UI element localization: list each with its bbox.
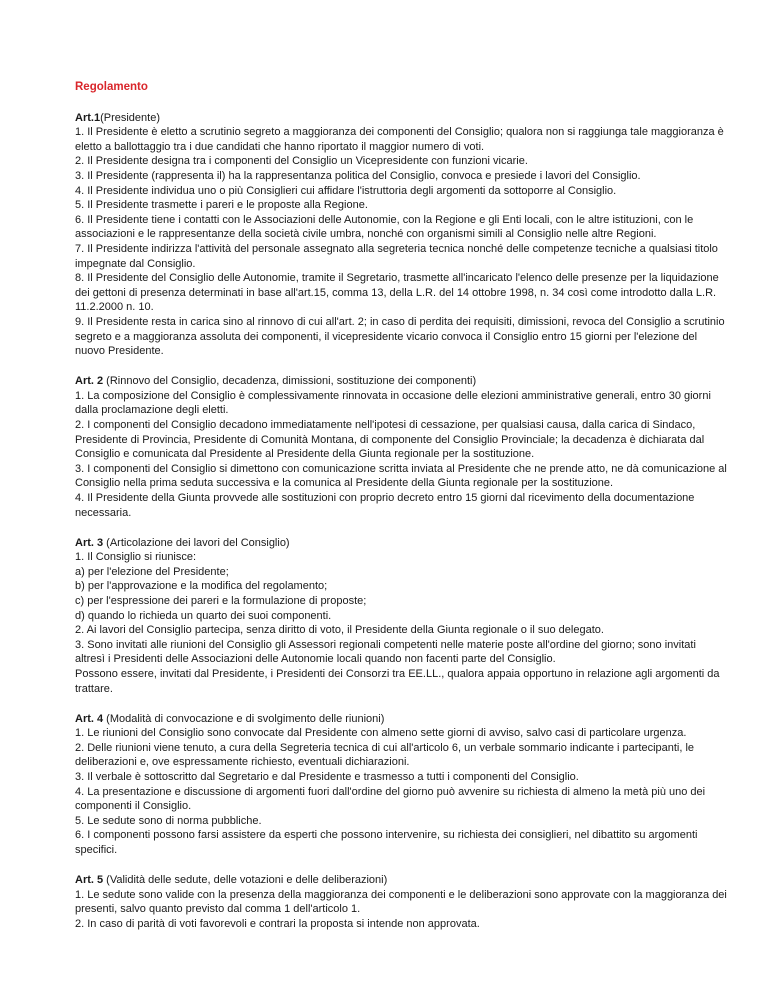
article-number: Art. 4 — [75, 712, 104, 725]
article-paragraph: 1. Il Consiglio si riunisce: — [75, 551, 197, 564]
article-heading — [75, 374, 728, 389]
article-heading — [75, 111, 728, 126]
article-paragraph: 9. Il Presidente resta in carica sino al rinnovo di cui all'art. 2; in caso di perdita dei requisiti, dimissioni, revoca del Consiglio a scrutinio segreto e a maggioranza assoluta dei componenti, il vicepresidente vicario convoca il Consiglio entro 15 giorni per l'elezione del nuovo Presidente. — [75, 315, 725, 358]
article-paragraph: 3. Il Presidente (rappresenta il) ha la rappresentanza politica del Consiglio, convoca e presiede i lavori del Consiglio. — [75, 169, 641, 182]
article-subject: (Validità delle sedute, delle votazioni e delle deliberazioni) — [103, 874, 388, 887]
article-list-item: d) quando lo richieda un quarto dei suoi componenti. — [75, 609, 332, 622]
article-paragraph: 6. Il Presidente tiene i contatti con le Associazioni delle Autonomie, con la Regione e gli Enti locali, con le altre istituzioni, con le associazioni e le rappresentanze della società civile umbra, nonché con organismi simili al Consiglio nelle altre Regioni. — [75, 213, 694, 241]
article-heading — [75, 712, 728, 727]
article-subject: (Modalità di convocazione e di svolgimento delle riunioni) — [103, 712, 385, 725]
article-paragraph: 1. Le sedute sono valide con la presenza della maggioranza dei componenti e le deliberazioni sono approvate con la maggioranza dei presenti, salvo quanto previsto dal comma 1 dell'articolo 1. — [75, 888, 727, 916]
article-4 — [75, 712, 728, 858]
article-subject: (Presidente) — [100, 111, 160, 124]
article-paragraph: 2. In caso di parità di voti favorevoli e contrari la proposta si intende non approvata. — [75, 917, 480, 930]
article-paragraph: 7. Il Presidente indirizza l'attività del personale assegnato alla segreteria tecnica nonché delle competenze tecniche a qualsiasi titolo impegnate dal Consiglio. — [75, 242, 718, 270]
article-number: Art. 2 — [75, 375, 104, 388]
article-number: Art. 3 — [75, 536, 104, 549]
article-paragraph: 8. Il Presidente del Consiglio delle Autonomie, tramite il Segretario, trasmette all'incaricato l'elenco delle presenze per la liquidazione dei gettoni di presenza determinati in base all'art.15, comma 13, della L.R. del 14 ottobre 1998, n. 34 così come introdotto dalla L.R. 11.2.2000 n. 10. — [75, 272, 719, 314]
article-paragraph: 1. Le riunioni del Consiglio sono convocate dal Presidente con almeno sette giorni di avviso, salvo casi di particolare urgenza. — [75, 727, 687, 740]
article-5 — [75, 873, 728, 931]
article-1 — [75, 111, 728, 359]
article-3 — [75, 536, 728, 697]
article-paragraph: 4. La presentazione e discussione di argomenti fuori dall'ordine del giorno può avvenire su richiesta di almeno la metà più uno dei componenti il Consiglio. — [75, 785, 706, 813]
article-paragraph: 2. Delle riunioni viene tenuto, a cura della Segreteria tecnica di cui all'articolo 6, un verbale sommario indicante i partecipanti, le deliberazioni e, ove espressamente richiesto, eventuali dichiarazioni. — [75, 741, 695, 769]
article-subject: (Rinnovo del Consiglio, decadenza, dimissioni, sostituzione dei componenti) — [103, 375, 477, 388]
article-paragraph: Possono essere, invitati dal Presidente, i Presidenti dei Consorzi tra EE.LL., qualora appaia opportuno in relazione agli argomenti da trattare. — [75, 667, 720, 695]
article-list-item: a) per l'elezione del Presidente; — [75, 565, 229, 578]
article-list-item: b) per l'approvazione e la modifica del regolamento; — [75, 580, 328, 593]
article-paragraph: 2. Il Presidente designa tra i componenti del Consiglio un Vicepresidente con funzioni vicarie. — [75, 155, 528, 168]
article-paragraph: 5. Le sedute sono di norma pubbliche. — [75, 814, 262, 827]
article-heading — [75, 536, 728, 551]
article-number: Art. 5 — [75, 874, 104, 887]
article-paragraph: 3. I componenti del Consiglio si dimettono con comunicazione scritta inviata al Presidente che ne prende atto, ne dà comunicazione al Consiglio nella prima seduta successiva e la comunica al Presidente della Giunta regionale per la sostituzione. — [75, 462, 727, 490]
article-paragraph: 2. I componenti del Consiglio decadono immediatamente nell'ipotesi di cessazione, per qualsiasi causa, dalla carica di Sindaco, Presidente di Provincia, Presidente di Comunità Montana, di componente del Consiglio Provinciale; la decadenza è dichiarata dal Consiglio e comunicata dal Presidente al Presidente della Giunta regionale per la sostituzione. — [75, 418, 705, 461]
document-title: Regolamento — [75, 81, 148, 93]
article-paragraph: 4. Il Presidente individua uno o più Consiglieri cui affidare l'istruttoria degli argomenti da sottoporre al Consiglio. — [75, 184, 617, 197]
article-paragraph: 2. Ai lavori del Consiglio partecipa, senza diritto di voto, il Presidente della Giunta regionale o il suo delegato. — [75, 624, 604, 637]
article-paragraph: 1. Il Presidente è eletto a scrutinio segreto a maggioranza dei componenti del Consiglio; qualora non si raggiunga tale maggioranza è eletto a ballottaggio tra i due candidati che hanno riportato il maggior numero di voti. — [75, 126, 724, 153]
article-paragraph: 1. La composizione del Consiglio è complessivamente rinnovata in occasione delle elezioni amministrative generali, entro 30 giorni dalla proclamazione degli eletti. — [75, 389, 711, 417]
article-2 — [75, 374, 728, 520]
article-paragraph: 5. Il Presidente trasmette i pareri e le proposte alla Regione. — [75, 199, 368, 212]
article-number: Art.1 — [75, 111, 101, 124]
article-paragraph: 3. Sono invitati alle riunioni del Consiglio gli Assessori regionali competenti nelle materie poste all'ordine del giorno; sono invitati altresì i Presidenti delle Associazioni delle Autonomie locali quando non facenti parte del Consiglio. — [75, 638, 696, 666]
article-heading — [75, 873, 728, 888]
article-list-item: c) per l'espressione dei pareri e la formulazione di proposte; — [75, 595, 367, 607]
article-paragraph: 3. Il verbale è sottoscritto dal Segretario e dal Presidente e trasmesso a tutti i componenti del Consiglio. — [75, 771, 579, 784]
article-subject: (Articolazione dei lavori del Consiglio) — [103, 536, 290, 549]
article-paragraph: 6. I componenti possono farsi assistere da esperti che possono intervenire, su richiesta dei consiglieri, nel dibattito su argomenti specifici. — [75, 829, 698, 856]
article-paragraph: 4. Il Presidente della Giunta provvede alle sostituzioni con proprio decreto entro 15 giorni dal ricevimento della documentazione necessaria. — [75, 491, 695, 519]
